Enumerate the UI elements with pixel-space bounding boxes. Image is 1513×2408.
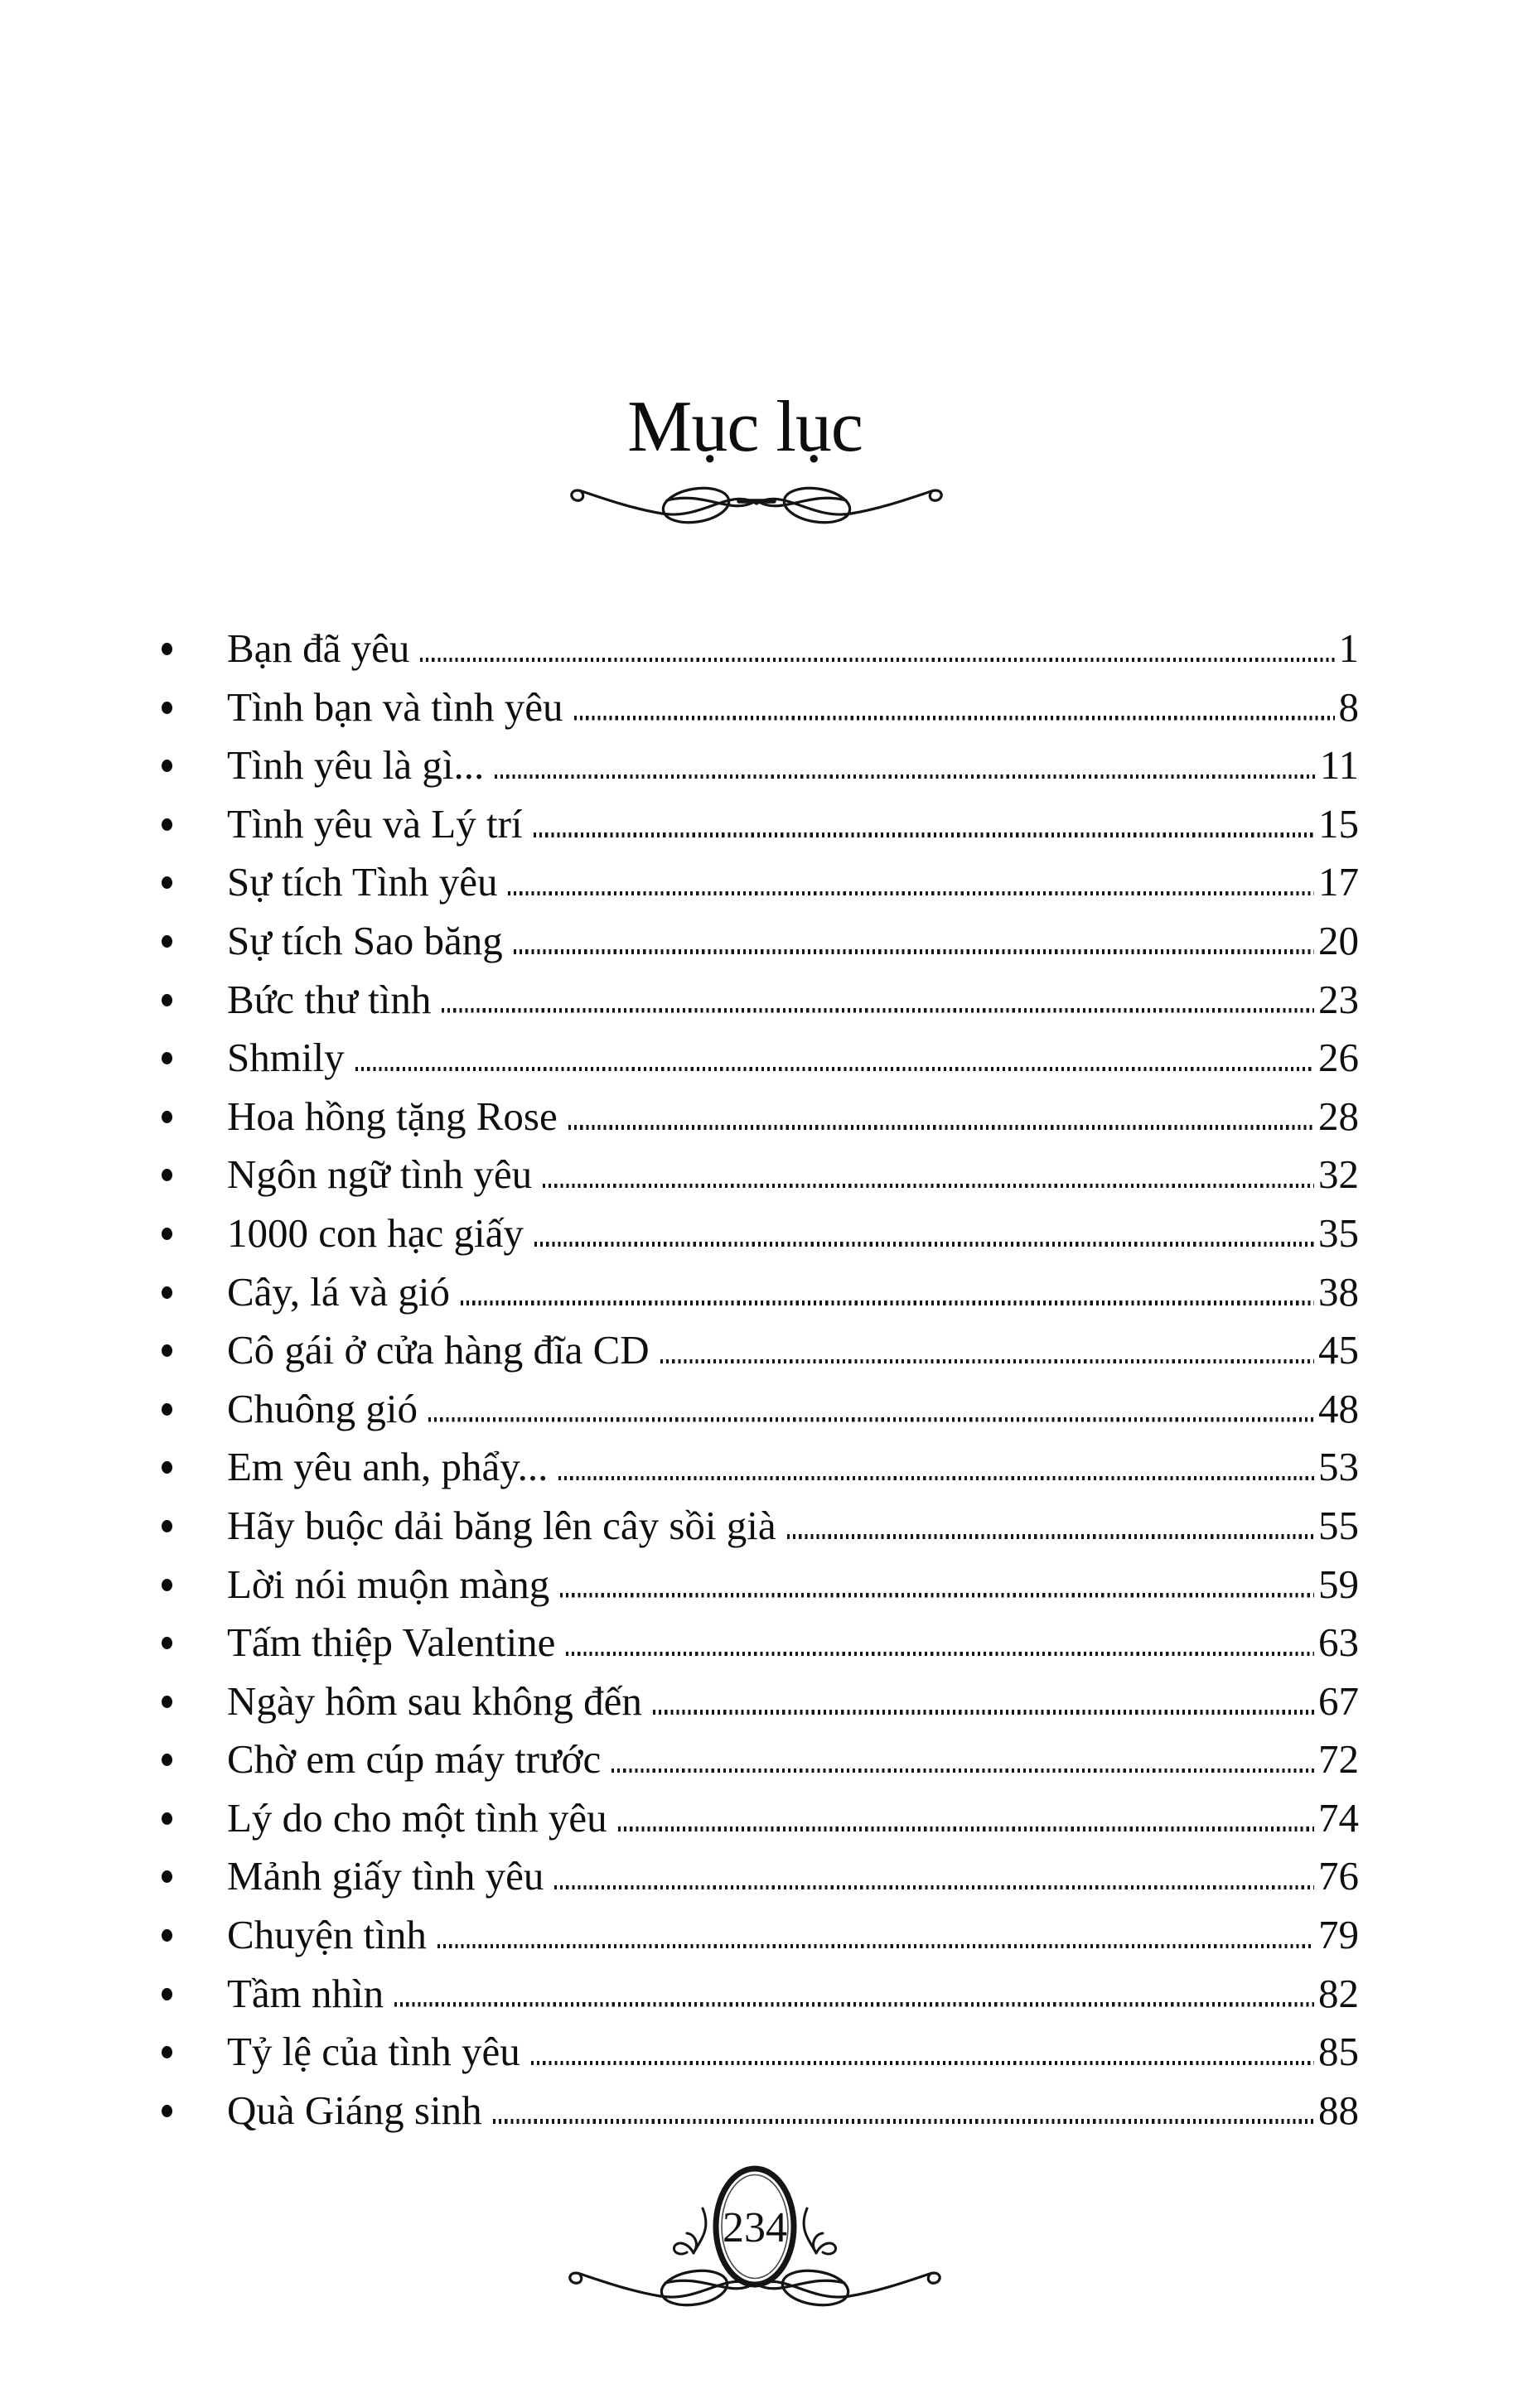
toc-item-title: Lý do cho một tình yêu: [227, 1794, 607, 1841]
toc-item-page-number: 48: [1318, 1385, 1359, 1431]
toc-item-page-number: 76: [1318, 1853, 1359, 1899]
dotted-leader: [534, 1242, 1314, 1247]
dotted-leader: [558, 1476, 1314, 1481]
toc-item-page-number: 1: [1338, 625, 1359, 671]
toc-item: [162, 2082, 1359, 2140]
bullet-icon: [162, 1461, 172, 1474]
toc-item-title: Cô gái ở cửa hàng đĩa CD: [227, 1327, 650, 1373]
toc-item: [162, 620, 1359, 678]
dotted-leader: [543, 1184, 1314, 1189]
toc-item-title: 1000 con hạc giấy: [227, 1209, 524, 1256]
toc-item: [162, 1965, 1359, 2024]
bullet-icon: [162, 1988, 172, 2000]
dotted-leader: [554, 1885, 1314, 1890]
bullet-icon: [162, 1111, 172, 1123]
toc-item-page-number: 28: [1318, 1093, 1359, 1139]
toc-item-page-number: 17: [1318, 859, 1359, 905]
toc-item: [162, 736, 1359, 795]
dotted-leader: [461, 1301, 1314, 1305]
toc-item-page-number: 53: [1318, 1444, 1359, 1490]
toc-item-title: Lời nói muộn màng: [227, 1561, 550, 1607]
dotted-leader: [428, 1417, 1314, 1422]
dotted-leader: [493, 2119, 1314, 2124]
dotted-leader: [611, 1769, 1314, 1773]
dotted-leader: [495, 775, 1316, 779]
dotted-leader: [660, 1359, 1314, 1364]
toc-item: [162, 1088, 1359, 1146]
bullet-icon: [162, 1169, 172, 1181]
toc-item-title: Mảnh giấy tình yêu: [227, 1853, 544, 1899]
toc-item-page-number: 82: [1318, 1970, 1359, 2016]
dotted-leader: [437, 1944, 1314, 1949]
toc-item-page-number: 74: [1318, 1794, 1359, 1841]
bullet-icon: [162, 818, 172, 831]
toc-item-title: Tỷ lệ của tình yêu: [227, 2029, 520, 2075]
toc-item-page-number: 72: [1318, 1736, 1359, 1783]
toc-item: [162, 1789, 1359, 1848]
toc-item-page-number: 8: [1338, 683, 1359, 730]
toc-item: [162, 853, 1359, 912]
toc-item-page-number: 38: [1318, 1268, 1359, 1315]
toc-item-title: Chờ em cúp máy trước: [227, 1736, 602, 1783]
dotted-leader: [514, 949, 1314, 954]
bullet-icon: [162, 1754, 172, 1766]
toc-item: [162, 1438, 1359, 1497]
bullet-icon: [162, 1228, 172, 1240]
dotted-leader: [394, 2002, 1314, 2007]
toc-item: [162, 795, 1359, 854]
dotted-leader: [566, 1652, 1314, 1657]
bullet-icon: [162, 1929, 172, 1942]
bullet-icon: [162, 1052, 172, 1064]
dotted-leader: [420, 658, 1334, 663]
toc-item-title: Tầm nhìn: [227, 1970, 384, 2016]
toc-item-title: Ngôn ngữ tình yêu: [227, 1151, 533, 1198]
toc-item-page-number: 20: [1318, 917, 1359, 963]
bullet-icon: [162, 876, 172, 889]
toc-item: [162, 1730, 1359, 1789]
toc-item-page-number: 85: [1318, 2029, 1359, 2075]
toc-item: [162, 1204, 1359, 1263]
leaf-sprig-right: [804, 2208, 835, 2254]
toc-item-page-number: 55: [1318, 1502, 1359, 1548]
divider-left-half: [572, 484, 756, 527]
toc-item-page-number: 67: [1318, 1677, 1359, 1724]
dotted-leader: [787, 1534, 1314, 1539]
footer-ornament: [566, 2152, 947, 2330]
toc-item-title: Em yêu anh, phẩy...: [227, 1444, 549, 1490]
bullet-icon: [162, 994, 172, 1006]
toc-item-page-number: 59: [1318, 1561, 1359, 1607]
toc-item-page-number: 15: [1318, 800, 1359, 847]
toc-item: [162, 1556, 1359, 1614]
dotted-leader: [442, 1008, 1314, 1013]
toc-item-title: Ngày hôm sau không đến: [227, 1677, 642, 1724]
dotted-leader: [508, 891, 1314, 896]
toc-list: [162, 620, 1359, 2140]
bullet-icon: [162, 1637, 172, 1649]
toc-item-title: Chuông gió: [227, 1385, 418, 1431]
toc-item-title: Tình yêu và Lý trí: [227, 800, 523, 847]
toc-item-page-number: 88: [1318, 2087, 1359, 2133]
toc-item-title: Tình bạn và tình yêu: [227, 683, 563, 730]
toc-item: [162, 1029, 1359, 1088]
toc-item-page-number: 63: [1318, 1619, 1359, 1666]
toc-item: [162, 1380, 1359, 1439]
dotted-leader: [560, 1593, 1314, 1598]
bullet-icon: [162, 760, 172, 772]
toc-item-page-number: 45: [1318, 1327, 1359, 1373]
bullet-icon: [162, 1870, 172, 1883]
toc-item-page-number: 26: [1318, 1035, 1359, 1081]
toc-item-title: Hãy buộc dải băng lên cây sồi già: [227, 1502, 776, 1548]
bullet-icon: [162, 1579, 172, 1591]
toc-item-title: Quà Giáng sinh: [227, 2087, 482, 2133]
toc-item-title: Tình yêu là gì...: [227, 742, 485, 789]
toc-item-title: Bạn đã yêu: [227, 625, 410, 671]
toc-item-page-number: 79: [1318, 1912, 1359, 1958]
toc-item: [162, 1146, 1359, 1204]
toc-item: [162, 1321, 1359, 1380]
toc-item: [162, 1672, 1359, 1731]
dotted-leader: [534, 832, 1314, 837]
bullet-icon: [162, 1344, 172, 1357]
toc-item-page-number: 32: [1318, 1151, 1359, 1198]
toc-item: [162, 1847, 1359, 1906]
page-title: Mục lục: [627, 387, 863, 467]
title-flourish-divider: [566, 477, 947, 530]
dotted-leader: [568, 1125, 1314, 1130]
toc-item-page-number: 35: [1318, 1209, 1359, 1256]
dotted-leader: [574, 716, 1335, 721]
toc-item: [162, 1497, 1359, 1556]
bullet-icon: [162, 935, 172, 948]
bullet-icon: [162, 1812, 172, 1825]
toc-item-title: Sự tích Tình yêu: [227, 859, 498, 905]
toc-item-title: Cây, lá và gió: [227, 1268, 450, 1315]
toc-item-title: Chuyện tình: [227, 1912, 427, 1958]
toc-item-title: Sự tích Sao băng: [227, 917, 503, 963]
dotted-leader: [653, 1710, 1314, 1715]
bullet-icon: [162, 2105, 172, 2117]
toc-item: [162, 2023, 1359, 2082]
toc-item-page-number: 23: [1318, 976, 1359, 1022]
bullet-icon: [162, 1403, 172, 1416]
toc-item: [162, 1906, 1359, 1965]
bullet-icon: [162, 1696, 172, 1708]
dotted-leader: [618, 1827, 1314, 1831]
divider-right-half: [756, 484, 941, 527]
footer-page-number: 234: [723, 2204, 787, 2251]
bullet-icon: [162, 1286, 172, 1299]
toc-item-title: Tấm thiệp Valentine: [227, 1619, 556, 1666]
bullet-icon: [162, 1520, 172, 1532]
bullet-icon: [162, 702, 172, 714]
toc-item: [162, 678, 1359, 737]
dotted-leader: [531, 2061, 1314, 2066]
leaf-sprig-left: [674, 2208, 705, 2254]
dotted-leader: [355, 1067, 1314, 1072]
toc-item-page-number: 11: [1319, 742, 1359, 789]
toc-item: [162, 1614, 1359, 1672]
toc-item-title: Hoa hồng tặng Rose: [227, 1093, 558, 1139]
bullet-icon: [162, 2046, 172, 2058]
toc-item: [162, 971, 1359, 1030]
bullet-icon: [162, 643, 172, 655]
toc-item: [162, 912, 1359, 971]
toc-item: [162, 1263, 1359, 1322]
toc-item-title: Bức thư tình: [227, 976, 432, 1022]
toc-item-title: Shmily: [227, 1035, 345, 1081]
